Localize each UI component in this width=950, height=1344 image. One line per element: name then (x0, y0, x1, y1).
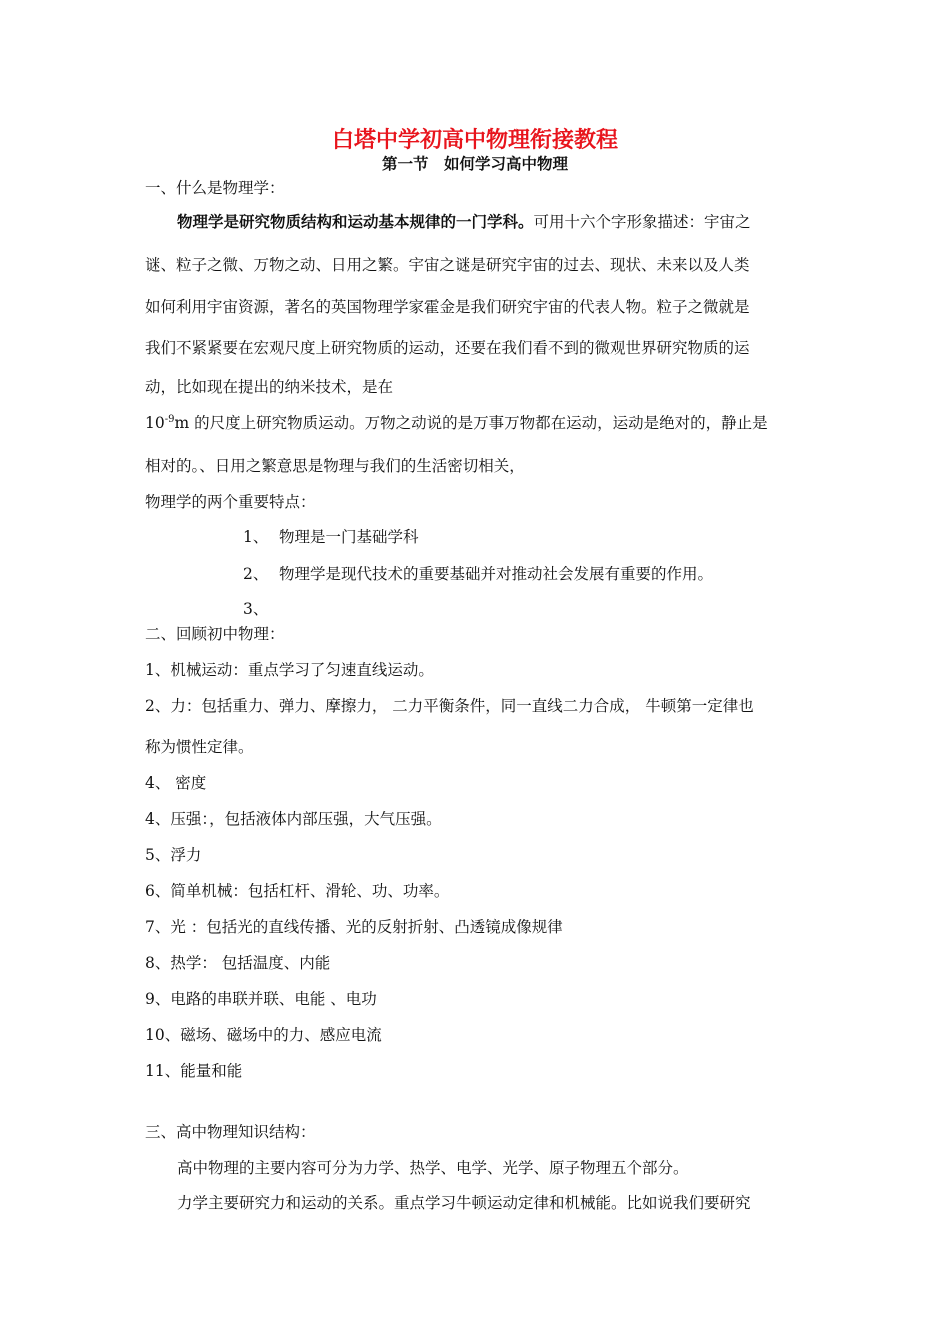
section1-para1-line2: 谜、粒子之微、万物之动、日用之繁。宇宙之谜是研究宇宙的过去、现状、未来以及人类 (145, 256, 750, 274)
exponent-base: 10 (145, 414, 165, 432)
review-item-10: 10、磁场、磁场中的力、感应电流 (145, 1026, 382, 1044)
exponent: -9 (164, 414, 175, 425)
feature-number: 1、 (243, 528, 269, 546)
section1-para1-line1 (177, 212, 751, 232)
section1-para1-line3: 如何利用宇宙资源，著名的英国物理学家霍金是我们研究宇宙的代表人物。粒子之微就是 (145, 298, 750, 316)
section2-heading: 二、回顾初中物理： (145, 625, 285, 643)
section1-heading: 一、什么是物理学： (145, 179, 285, 197)
review-item-4: 4、压强：，包括液体内部压强，大气压强。 (145, 810, 442, 828)
feature-item (243, 527, 419, 547)
review-item-9: 9、电路的串联并联、电能 、电功 (145, 990, 377, 1008)
review-item-2-line1: 2、力：包括重力、弹力、摩擦力， 二力平衡条件，同一直线二力合成， 牛顿第一定律也 (145, 697, 754, 715)
feature-item (243, 599, 279, 619)
definition-bold-text: 物理学是研究物质结构和运动基本规律的一门学科。 (177, 213, 534, 231)
section3-para1: 高中物理的主要内容可分为力学、热学、电学、光学、原子物理五个部分。 (177, 1159, 689, 1177)
section3-para2: 力学主要研究力和运动的关系。重点学习牛顿运动定律和机械能。比如说我们要研究 (177, 1194, 751, 1212)
review-item-2-line2: 称为惯性定律。 (145, 738, 254, 756)
section1-para1-line6 (145, 413, 768, 433)
review-item-5: 5、浮力 (145, 846, 202, 864)
review-item-8: 8、热学： 包括温度、内能 (145, 954, 331, 972)
section1-para1-line5: 动，比如现在提出的纳米技术，是在 (145, 378, 394, 396)
para1-line1-rest: 可用十六个字形象描述：宇宙之 (533, 213, 751, 231)
review-item-6: 6、简单机械：包括杠杆、滑轮、功、功率。 (145, 882, 450, 900)
section3-heading: 三、高中物理知识结构： (145, 1123, 316, 1141)
section1-para1-line7: 相对的。、日用之繁意思是物理与我们的生活密切相关， (145, 457, 525, 475)
para1-line6-rest: m 的尺度上研究物质运动。万物之动说的是万事万物都在运动，运动是绝对的，静止是 (174, 414, 768, 432)
review-item-3: 4、 密度 (145, 774, 207, 792)
features-heading: 物理学的两个重要特点： (145, 493, 316, 511)
review-item-1: 1、机械运动：重点学习了匀速直线运动。 (145, 661, 434, 679)
review-item-11: 11、能量和能 (145, 1062, 243, 1080)
feature-text: 物理学是现代技术的重要基础并对推动社会发展有重要的作用。 (279, 565, 714, 583)
feature-number: 3、 (243, 600, 269, 618)
review-item-7: 7、光 ：包括光的直线传播、光的反射折射、凸透镜成像规律 (145, 918, 563, 936)
feature-item (243, 564, 713, 584)
feature-text: 物理是一门基础学科 (279, 528, 419, 546)
feature-number: 2、 (243, 565, 269, 583)
section1-para1-line4: 我们不紧紧要在宏观尺度上研究物质的运动，还要在我们看不到的微观世界研究物质的运 (145, 339, 750, 357)
document-subtitle: 第一节 如何学习高中物理 (381, 155, 568, 173)
document-title: 白塔中学初高中物理衔接教程 (331, 128, 618, 153)
